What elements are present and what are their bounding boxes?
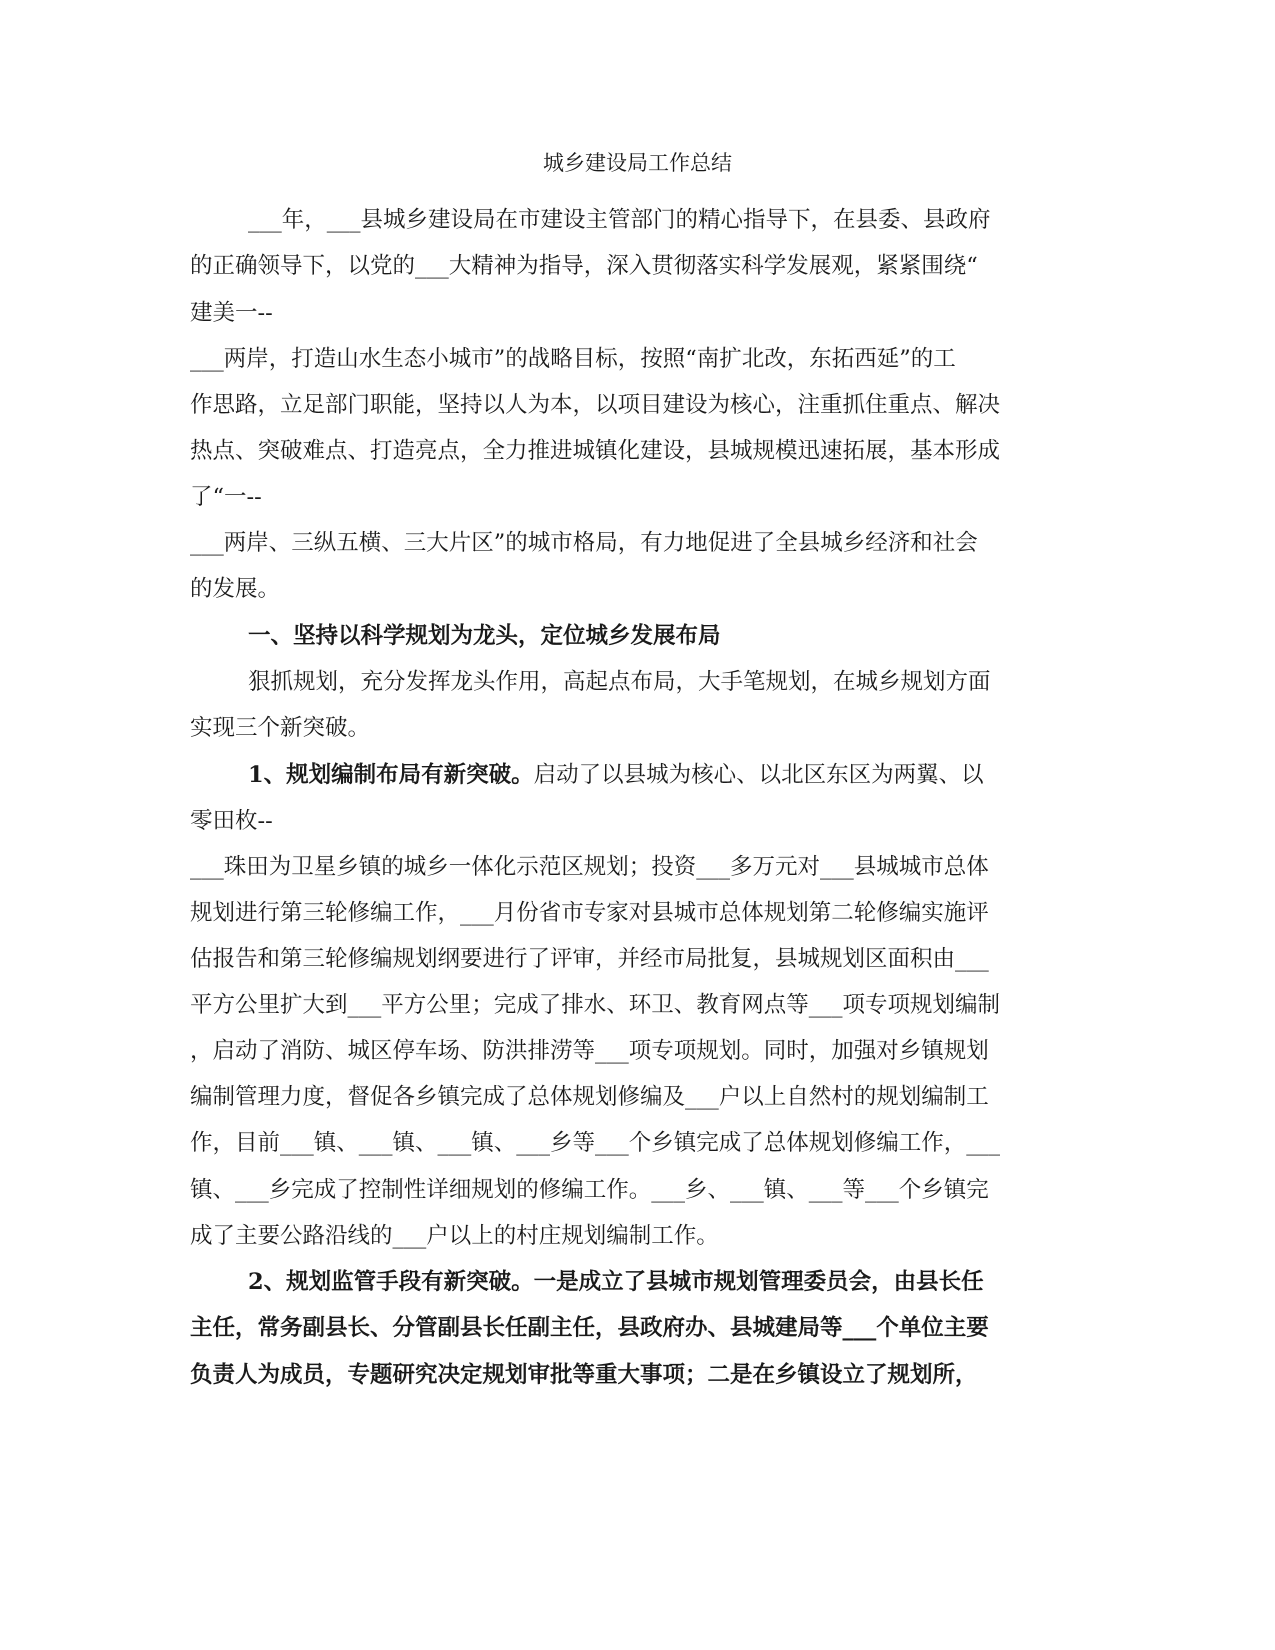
paragraph-line: 建美一-- [190,300,273,326]
paragraph-line: 规划进行第三轮修编工作，___月份省市专家对县城市总体规划第二轮修编实施评 [190,900,989,926]
paragraph-line: 实现三个新突破。 [190,715,371,741]
paragraph-line: 作，目前___镇、___镇、___镇、___乡等___个乡镇完成了总体规划修编工作，___ [190,1130,1001,1156]
paragraph-line: 负责人为成员，专题研究决定规划审批等重大事项；二是在乡镇设立了规划所， [190,1362,978,1388]
paragraph-line: 狠抓规划，充分发挥龙头作用，高起点布局，大手笔规划，在城乡规划方面 [248,669,991,695]
paragraph-line: ___两岸、三纵五横、三大片区”的城市格局，有力地促进了全县城乡经济和社会 [190,530,978,556]
section-heading: 一、坚持以科学规划为龙头，定位城乡发展布局 [248,623,721,649]
paragraph-line: 镇、___乡完成了控制性详细规划的修编工作。___乡、___镇、___等___个乡镇完 [190,1177,989,1203]
subheading-text: 1、规划编制布局有新突破。 [248,762,534,788]
paragraph-line: 的正确领导下，以党的___大精神为指导，深入贯彻落实科学发展观，紧紧围绕“ [190,253,978,279]
paragraph-line [248,760,1148,790]
paragraph-line: 了“一-- [190,484,262,510]
paragraph-line: 热点、突破难点、打造亮点，全力推进城镇化建设，县城规模迅速拓展，基本形成 [190,438,1001,464]
paragraph-line: ___两岸，打造山水生态小城市”的战略目标，按照“南扩北改，东拓西延”的工 [190,346,956,372]
paragraph-line: 零田枚-- [190,808,273,834]
paragraph-line: 2、规划监管手段有新突破。一是成立了县城市规划管理委员会，由县长任 [248,1269,984,1295]
paragraph-text: 启动了以县城为核心、以北区东区为两翼、以 [533,762,984,788]
paragraph-line: 估报告和第三轮修编规划纲要进行了评审，并经市局批复，县城规划区面积由___ [190,946,989,972]
paragraph-line: 作思路，立足部门职能，坚持以人为本，以项目建设为核心，注重抓住重点、解决 [190,392,1001,418]
paragraph-line: ，启动了消防、城区停车场、防洪排涝等___项专项规划。同时，加强对乡镇规划 [190,1038,989,1064]
paragraph-line: ___珠田为卫星乡镇的城乡一体化示范区规划；投资___多万元对___县城城市总体 [190,854,989,880]
paragraph-line: 平方公里扩大到___平方公里；完成了排水、环卫、教育网点等___项专项规划编制 [190,992,1001,1018]
paragraph-line: ___年，___县城乡建设局在市建设主管部门的精心指导下，在县委、县政府 [248,207,991,233]
paragraph-line: 成了主要公路沿线的___户以上的村庄规划编制工作。 [190,1223,719,1249]
paragraph-line: 主任，常务副县长、分管副县长任副主任，县政府办、县城建局等___个单位主要 [190,1315,989,1341]
paragraph-line: 编制管理力度，督促各乡镇完成了总体规划修编及___户以上自然村的规划编制工 [190,1084,989,1110]
document-title: 城乡建设局工作总结 [543,151,732,175]
paragraph-line: 的发展。 [190,576,281,602]
